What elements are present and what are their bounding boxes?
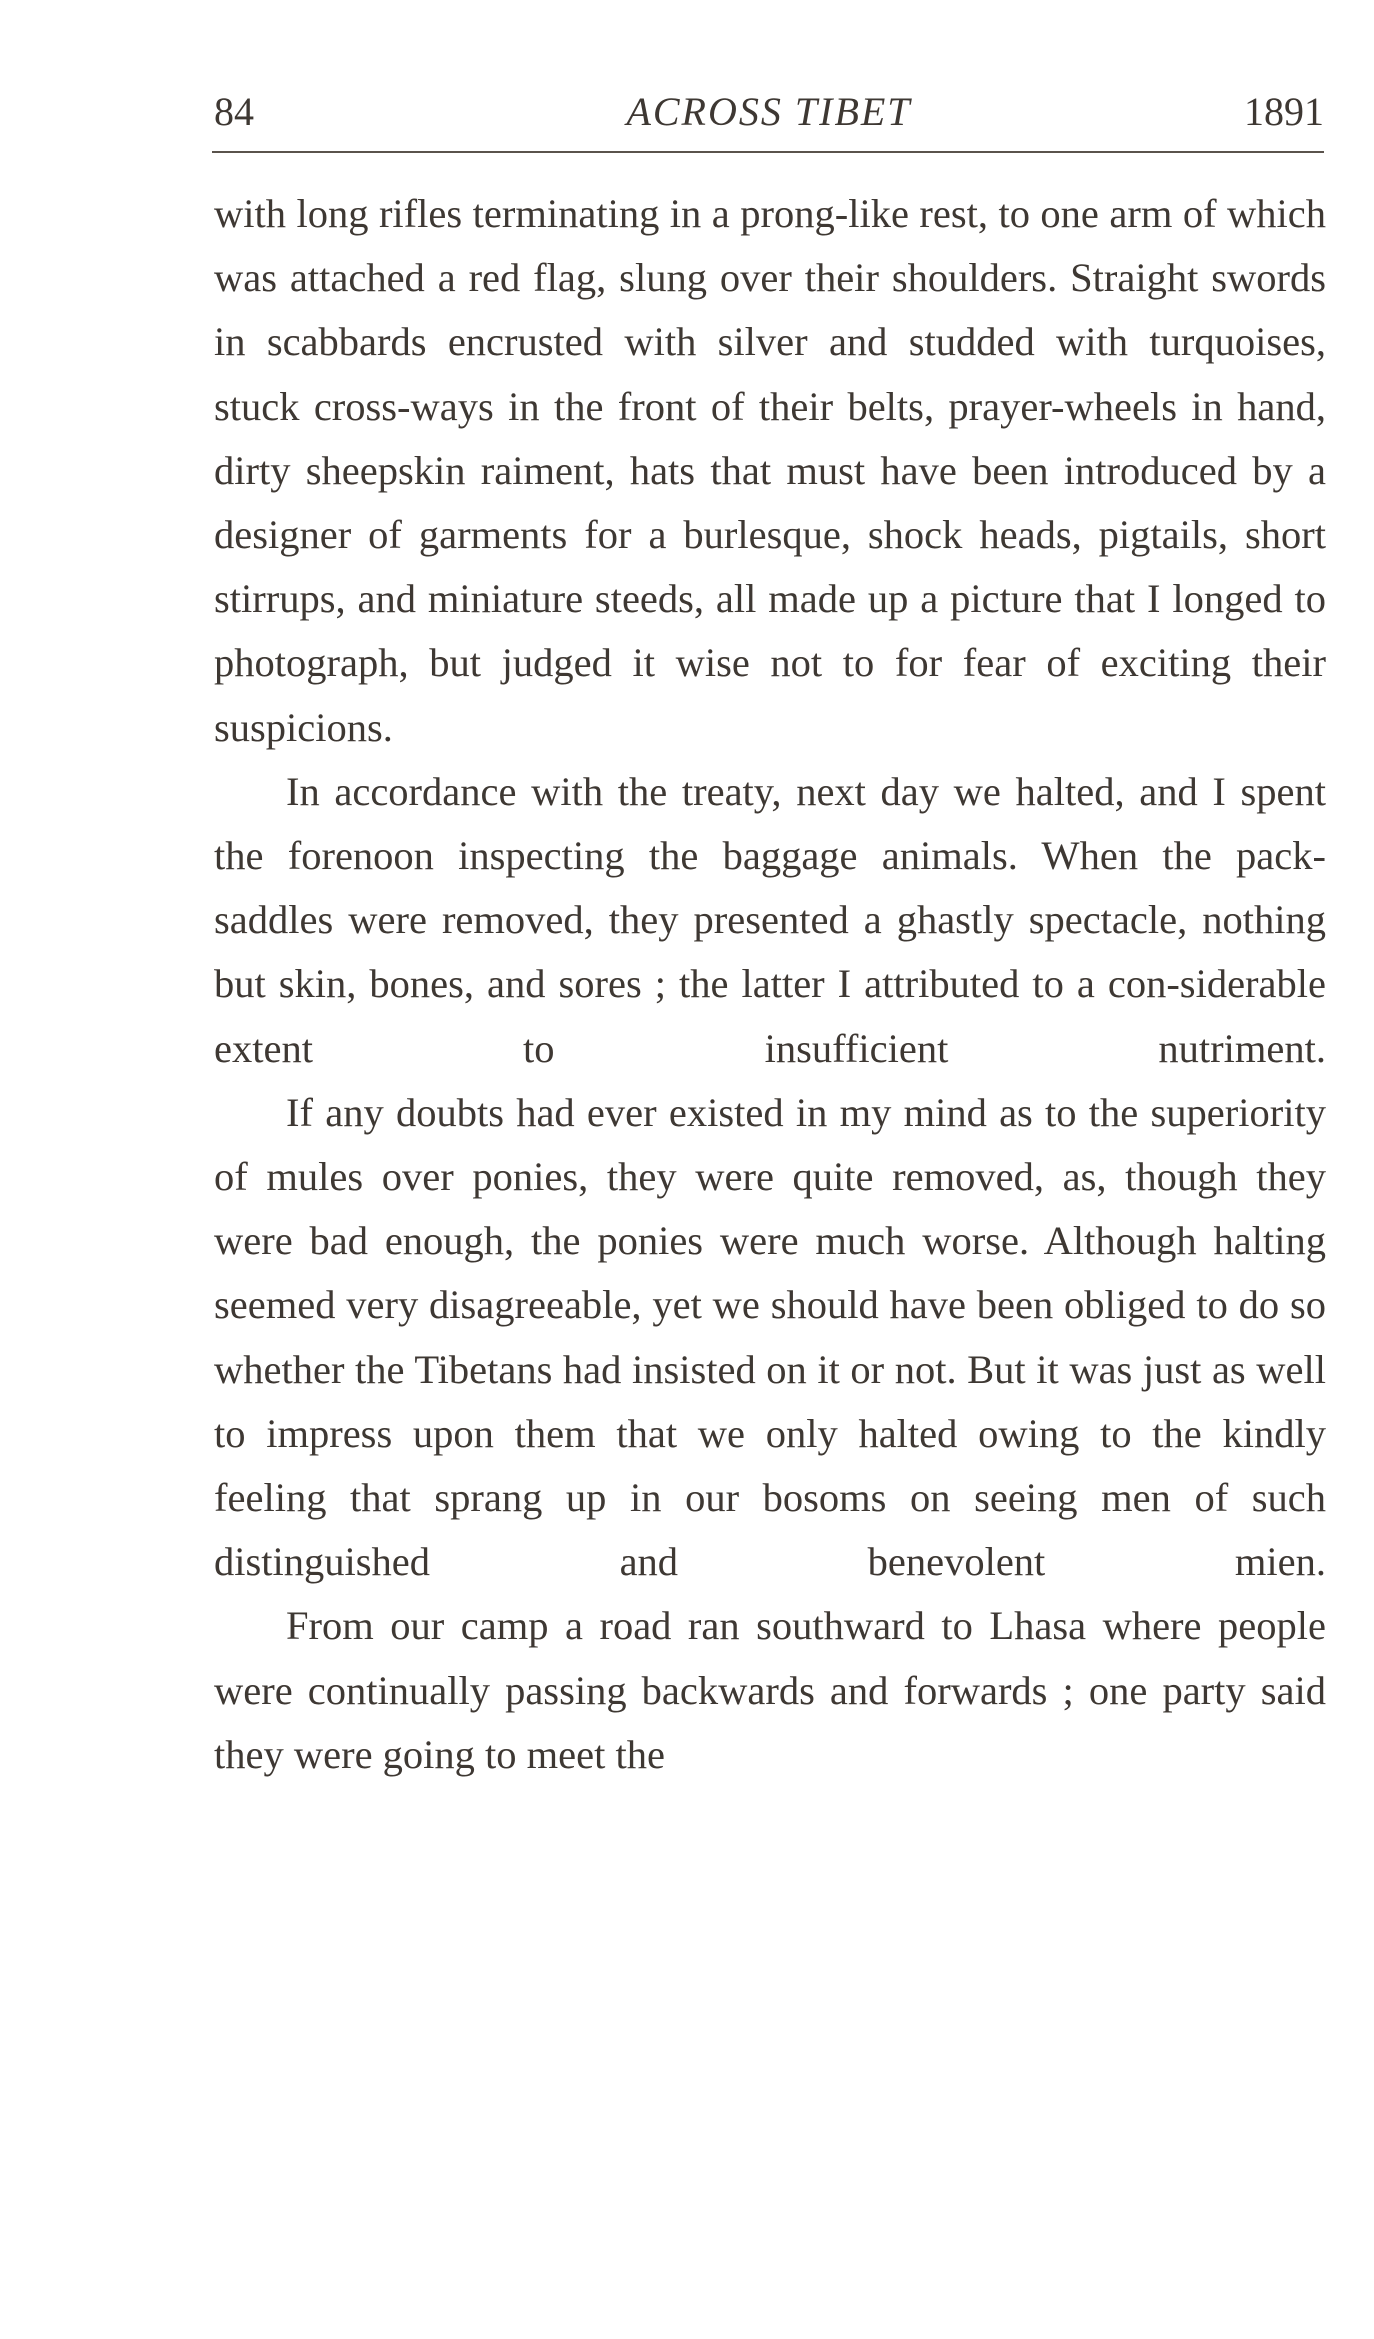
paragraph: From our camp a road ran southward to Lhasa where people were continually passing backwards and forwards ; one party said they were going to meet the [214, 1603, 1326, 1777]
body-text [214, 182, 1326, 1787]
running-header [214, 89, 1324, 134]
page-number: 84 [214, 89, 254, 134]
running-title: ACROSS TIBET [626, 89, 912, 134]
header-rule [212, 151, 1324, 153]
paragraph: In accordance with the treaty, next day we halted, and I spent the forenoon inspecting the baggage animals. When the pack-saddles were removed, they presented a ghastly spectacle, nothing but skin, bones, and sores ; the latter I attributed to a con-siderable extent to insufficient nutriment. [214, 768, 1326, 1071]
paragraph: If any doubts had ever existed in my mind as to the superiority of mules over ponies, they were quite removed, as, though they were bad enough, the ponies were much worse. Although halting seemed very disagreeable, yet we should have been obliged to do so whether the Tibetans had insisted on it or not. But it was just as well to impress upon them that we only halted owing to the kindly feeling that sprang up in our bosoms on seeing men of such distinguished and benevolent mien. [214, 1089, 1326, 1585]
paragraph-continued: with long rifles terminating in a prong-like rest, to one arm of which was attached a red flag, slung over their shoulders. Straight swords in scabbards encrusted with silver and studded with turquoises, stuck cross-ways in the front of their belts, prayer-wheels in hand, dirty sheepskin raiment, hats that must have been introduced by a designer of garments for a burlesque, shock heads, pigtails, short stirrups, and miniature steeds, all made up a picture that I longed to photograph, but judged it wise not to for fear of exciting their suspicions. [214, 191, 1326, 750]
header-year: 1891 [1244, 89, 1324, 134]
